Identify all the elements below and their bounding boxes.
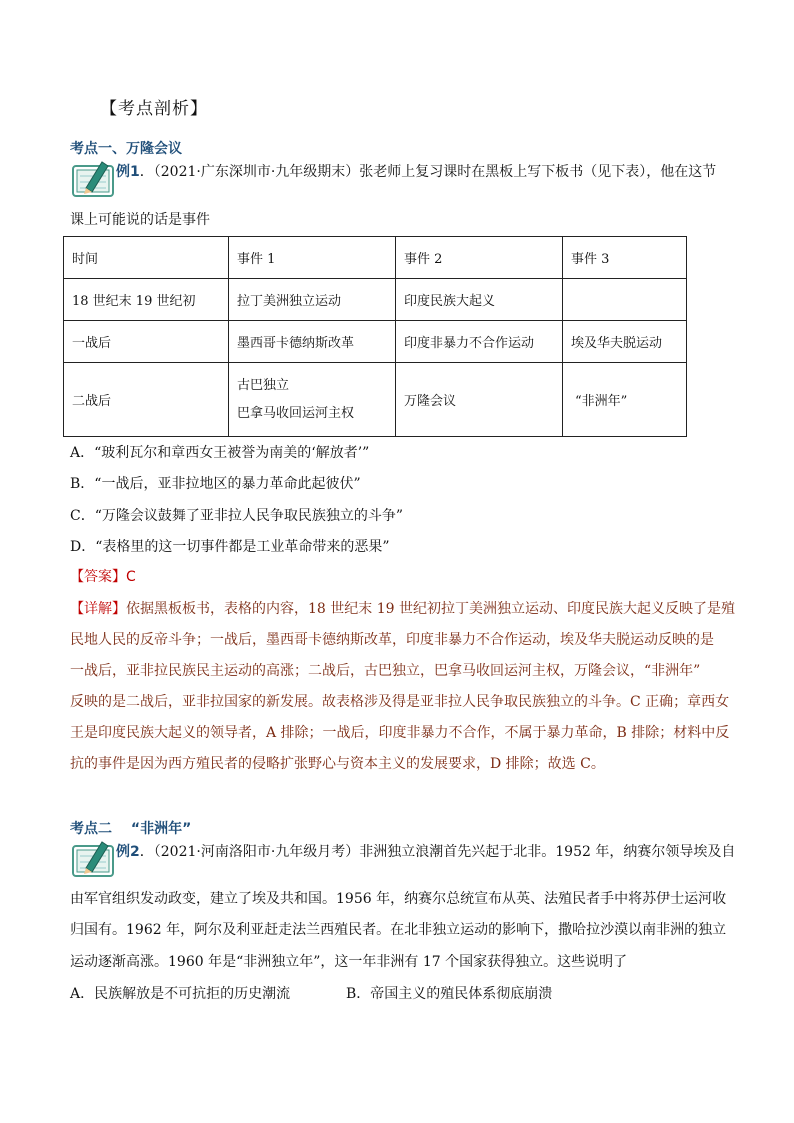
- table-cell: 一战后: [64, 321, 229, 363]
- table-cell-line: 巴拿马收回运河主权: [237, 405, 355, 421]
- option-b: B．“一战后，亚非拉地区的暴力革命此起彼伏”: [70, 476, 361, 492]
- example2-option-b: B．帝国主义的殖民体系彻底崩溃: [346, 986, 553, 1002]
- table-cell: [229, 363, 396, 437]
- point2-title: 考点二 “非洲年”: [70, 821, 192, 837]
- example1-question-line1: 例1．（2021·广东深圳市·九年级期末）张老师上复习课时在黑板上写下板书（见下表），他在这节: [116, 164, 717, 180]
- table-cell: 拉丁美洲独立运动: [229, 279, 396, 321]
- detail-line: 一战后，亚非拉民族民主运动的高涨；二战后，古巴独立，巴拿马收回运河主权，万隆会议，“非洲年”: [70, 663, 701, 679]
- table-row: [64, 363, 687, 437]
- table-cell: 埃及华夫脱运动: [563, 321, 687, 363]
- option-a: A．“玻利瓦尔和章西女王被誉为南美的‘解放者’”: [70, 445, 370, 461]
- table-header-cell: 时间: [64, 237, 229, 279]
- table-header-cell: 事件 1: [229, 237, 396, 279]
- detail-line: 王是印度民族大起义的领导者，A 排除；一战后，印度非暴力不合作，不属于暴力革命，B 排除；材料中反: [70, 725, 730, 741]
- detail-line: 民地人民的反帝斗争；一战后，墨西哥卡德纳斯改革，印度非暴力不合作运动，埃及华夫脱运动反映的是: [70, 632, 714, 648]
- table-cell: 万隆会议: [396, 363, 563, 437]
- detail-label: 【详解】: [70, 601, 126, 617]
- example2-option-a: A．民族解放是不可抗拒的历史潮流: [70, 986, 291, 1002]
- pencil-notebook-icon: [72, 158, 114, 198]
- table-cell: 二战后: [64, 363, 229, 437]
- answer-value: C: [126, 569, 136, 585]
- table-cell: 印度非暴力不合作运动: [396, 321, 563, 363]
- example2-question-line: 归国有。1962 年，阿尔及利亚赶走法兰西殖民者。在北非独立运动的影响下，撒哈拉沙漠以南非洲的独立: [70, 922, 727, 938]
- table-cell: 印度民族大起义: [396, 279, 563, 321]
- answer: [70, 567, 136, 587]
- table-cell-line: 古巴独立: [237, 377, 290, 393]
- example2-question-line1: 例2．（2021·河南洛阳市·九年级月考）非洲独立浪潮首先兴起于北非。1952 年，纳赛尔领导埃及自: [116, 844, 736, 860]
- table-header-cell: 事件 3: [563, 237, 687, 279]
- table-row: [64, 279, 687, 321]
- option-d: D．“表格里的这一切事件都是工业革命带来的恶果”: [70, 539, 390, 555]
- option-c: C．“万隆会议鼓舞了亚非拉人民争取民族独立的斗争”: [70, 508, 404, 524]
- example1-question-line2: 课上可能说的话是事件: [70, 212, 210, 228]
- table-header-cell: 事件 2: [396, 237, 563, 279]
- answer-label: 【答案】: [70, 569, 126, 585]
- detail-line: 【详解】依据黑板板书，表格的内容，18 世纪末 19 世纪初拉丁美洲独立运动、印度民族大起义反映了是殖: [70, 601, 735, 617]
- example2-question-line: 由军官组织发动政变，建立了埃及共和国。1956 年，纳赛尔总统宣布从英、法殖民者手中将苏伊士运河收: [70, 891, 727, 907]
- detail-line: 抗的事件是因为西方殖民者的侵略扩张野心与资本主义的发展要求，D 排除；故选 C。: [70, 756, 605, 772]
- events-table: [63, 236, 687, 437]
- table-cell: [563, 279, 687, 321]
- example2-question-line: 运动逐渐高涨。1960 年是“非洲独立年”，这一年非洲有 17 个国家获得独立。这些说明了: [70, 954, 628, 970]
- example2-label: 例2: [116, 844, 140, 860]
- section-heading: 【考点剖析】: [100, 99, 208, 119]
- table-row: [64, 321, 687, 363]
- point1-title: 考点一、万隆会议: [70, 141, 182, 157]
- table-header-row: [64, 237, 687, 279]
- detail-line: 反映的是二战后，亚非拉国家的新发展。故表格涉及得是亚非拉人民争取民族独立的斗争。C 正确；章西女: [70, 694, 730, 710]
- table-cell: 18 世纪末 19 世纪初: [64, 279, 229, 321]
- example1-label: 例1: [116, 164, 140, 180]
- table-cell: 墨西哥卡德纳斯改革: [229, 321, 396, 363]
- table-cell: “非洲年”: [563, 363, 687, 437]
- pencil-notebook-icon: [72, 838, 114, 878]
